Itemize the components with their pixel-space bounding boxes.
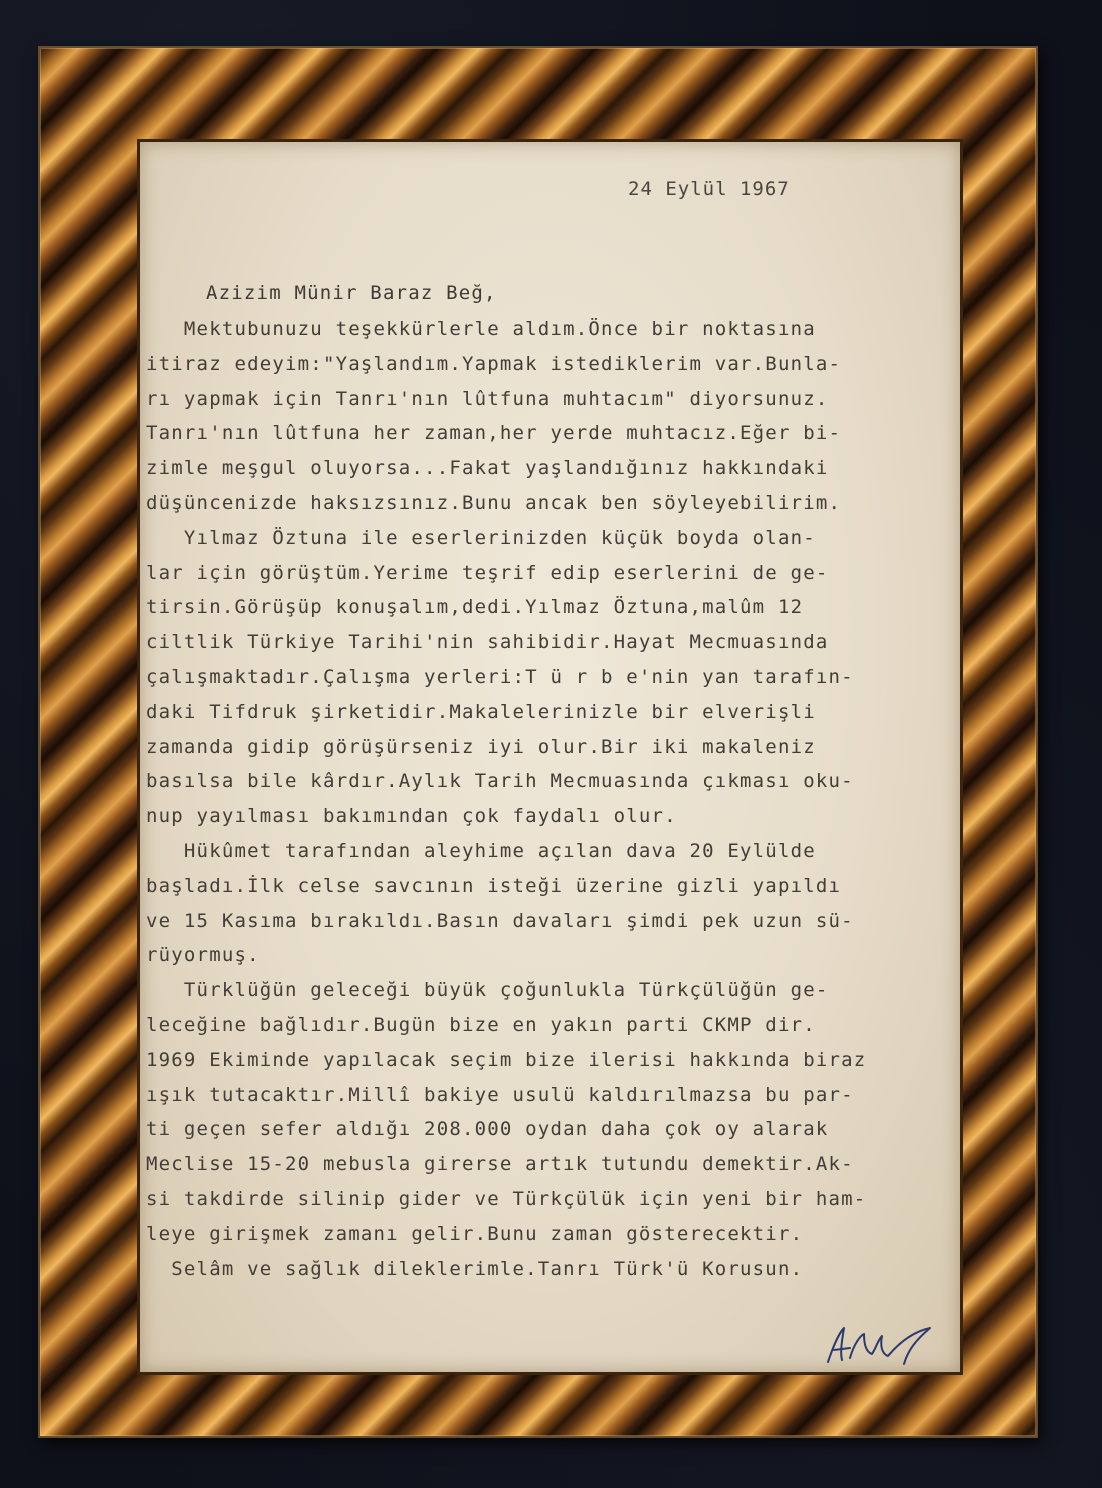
- letter-line: düşüncenizde haksızsınız.Bunu ancak ben söyleyebilirim.: [146, 492, 842, 514]
- typewritten-letter: [140, 142, 960, 1372]
- letter-line: rüyormuş.: [146, 944, 260, 967]
- letter-salutation: Azizim Münir Baraz Beğ,: [206, 282, 497, 304]
- letter-line: 1969 Ekiminde yapılacak seçim bize ilerisi hakkında biraz: [146, 1048, 867, 1071]
- letter-line: ışık tutacaktır.Millî bakiye usulü kaldırılmazsa bu par-: [146, 1083, 854, 1106]
- letter-line: leye girişmek zamanı gelir.Bunu zaman gösterecektir.: [146, 1222, 804, 1245]
- letter-line: itiraz edeyim:"Yaşlandım.Yapmak istediklerim var.Bunla-: [146, 352, 842, 375]
- letter-line: si takdirde silinip gider ve Türkçülük için yeni bir ham-: [146, 1188, 867, 1210]
- letter-line: daki Tifdruk şirketidir.Makalelerinizle bir elverişli: [146, 700, 816, 723]
- letter-line: basılsa bile kârdır.Aylık Tarih Mecmuasında çıkması oku-: [146, 770, 854, 793]
- letter-line: rı yapmak için Tanrı'nın lûtfuna muhtacım" diyorsunuz.: [146, 387, 829, 410]
- letter-line: ciltlik Türkiye Tarihi'nin sahibidir.Hayat Mecmuasında: [146, 631, 829, 654]
- letter-line: zimle meşgul oluyorsa...Fakat yaşlandığınız hakkındaki: [146, 457, 829, 480]
- letter-line: ve 15 Kasıma bırakıldı.Basın davaları şimdi pek uzun sü-: [146, 909, 854, 932]
- letter-line: zamanda gidip görüşürseniz iyi olur.Bir iki makaleniz: [146, 735, 816, 758]
- letter-line: leceğine bağlıdır.Bugün bize en yakın parti CKMP dir.: [146, 1014, 816, 1036]
- letter-line: Yılmaz Öztuna ile eserlerinizden küçük boyda olan-: [146, 526, 816, 549]
- letter-line: ti geçen sefer aldığı 208.000 oydan daha çok oy alarak: [146, 1118, 829, 1141]
- letter-line: tirsin.Görüşüp konuşalım,dedi.Yılmaz Öztuna,malûm 12: [146, 596, 804, 619]
- letter-line: Meclise 15-20 mebusla girerse artık tutundu demektir.Ak-: [146, 1153, 854, 1176]
- letter-line: Tanrı'nın lûtfuna her zaman,her yerde muhtacız.Eğer bi-: [146, 422, 842, 445]
- letter-line: lar için görüştüm.Yerime teşrif edip eserlerini de ge-: [146, 561, 829, 584]
- handwritten-signature: [820, 1314, 950, 1372]
- letter-line: Hükûmet tarafından aleyhime açılan dava 20 Eylülde: [146, 840, 816, 862]
- letter-line: başladı.İlk celse savcının isteği üzerine gizli yapıldı: [146, 874, 842, 897]
- letter-line: Mektubunuzu teşekkürlerle aldım.Önce bir noktasına: [146, 318, 816, 340]
- letter-date: 24 Eylül 1967: [628, 178, 790, 200]
- letter-line: Selâm ve sağlık dileklerimle.Tanrı Türk'ü Korusun.: [146, 1257, 804, 1280]
- letter-line: Türklüğün geleceği büyük çoğunlukla Türkçülüğün ge-: [146, 979, 829, 1002]
- letter-line: nup yayılması bakımından çok faydalı olur.: [146, 805, 677, 828]
- letter-line: çalışmaktadır.Çalışma yerleri:T ü r b e'nin yan tarafın-: [146, 666, 854, 688]
